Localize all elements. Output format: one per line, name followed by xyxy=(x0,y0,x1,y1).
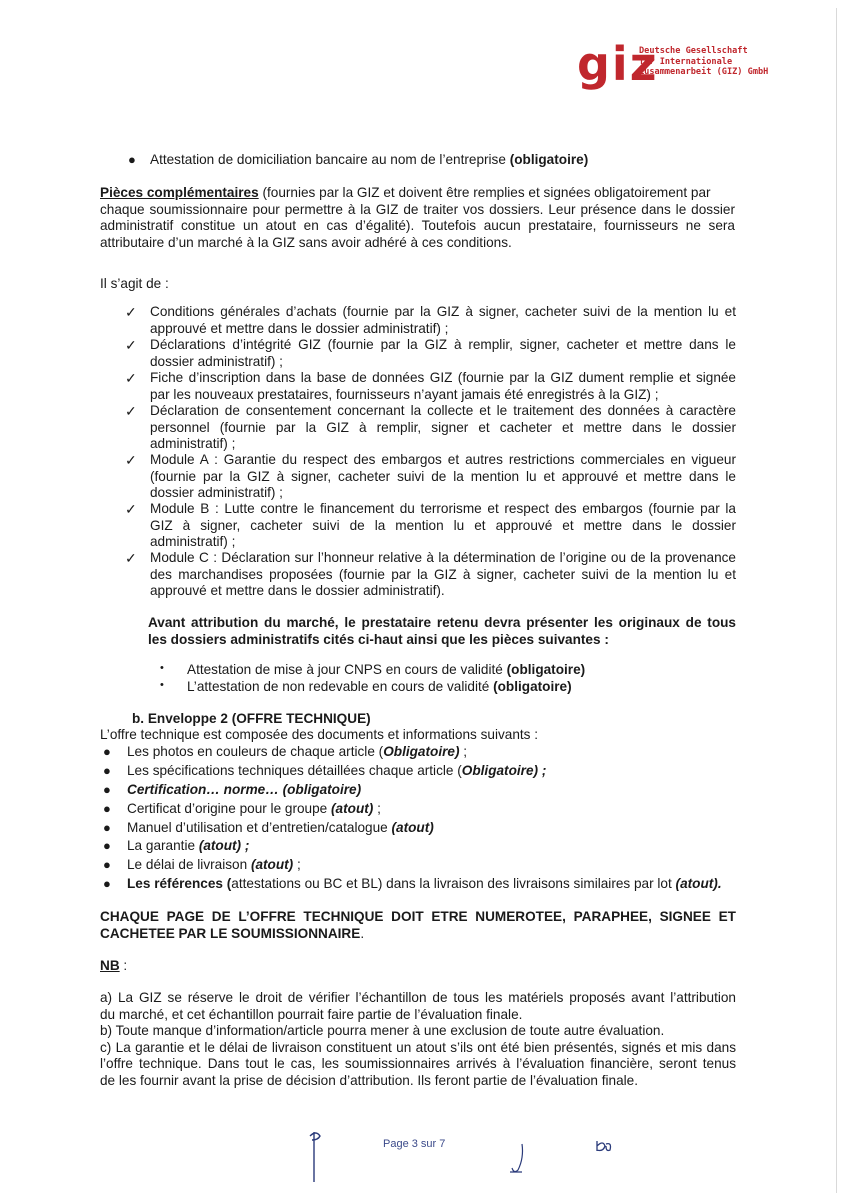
check-item-line: Fiche d’inscription dans la base de données GIZ (fournie par la GIZ dument remplie et signée xyxy=(150,370,736,385)
check-item-line: approuvé et mettre dans le dossier administratif) ; xyxy=(150,320,449,336)
checkmark-icon: ✓ xyxy=(125,452,137,468)
bullet-dot: ● xyxy=(103,876,111,891)
envelope-2-item xyxy=(127,744,467,761)
giz-logo-mark: giz xyxy=(577,37,659,91)
nb-c-line-3: de les fournir avant la prise de décision d’attribution. Ils feront partie de l’évaluation finale. xyxy=(100,1072,639,1088)
references-bold: Les références ( xyxy=(127,876,232,891)
giz-logo xyxy=(577,38,777,94)
check-item-line: personnel (fournie par la GIZ à remplir, signer et cacheter et mettre dans le dossier xyxy=(150,419,736,435)
domiciliation-text: Attestation de domiciliation bancaire au nom de l’entreprise xyxy=(150,152,510,167)
bullet-dot: ● xyxy=(103,838,111,853)
bullet-dot: ● xyxy=(103,857,111,872)
handwritten-initial-2 xyxy=(508,1142,528,1176)
nb-a-line-2: du marché, et cet échantillon pourrait faire partie de l’évaluation finale. xyxy=(100,1006,523,1022)
check-item-line: administratif) ; xyxy=(150,436,236,452)
envelope-2-item-pre: Le délai de livraison xyxy=(127,857,251,872)
chaque-page-paragraph xyxy=(100,909,736,942)
avant-item-2 xyxy=(187,679,572,696)
envelope-2-title: b. Enveloppe 2 (OFFRE TECHNIQUE) xyxy=(132,711,371,726)
envelope-2-item-tag: (atout) xyxy=(331,801,374,816)
check-item xyxy=(150,550,736,600)
avant-line-1: Avant attribution du marché, le prestataire retenu devra présenter les originaux de tous xyxy=(148,615,736,630)
avant-line-2: les dossiers administratifs cités ci-haut ainsi que les pièces suivantes : xyxy=(148,631,609,647)
bullet-dot: ● xyxy=(128,152,136,167)
envelope-2-item-pre: Les photos en couleurs de chaque article ( xyxy=(127,744,384,759)
chaque-line-2: CACHETEE PAR LE SOUMISSIONNAIRE xyxy=(100,925,361,941)
envelope-2-item xyxy=(127,838,249,855)
page-edge-line xyxy=(836,8,837,1193)
checkmark-icon: ✓ xyxy=(125,550,137,566)
envelope-2-intro: L’offre technique est composée des documents et informations suivants : xyxy=(100,727,539,742)
envelope-2-item xyxy=(127,763,546,780)
references-text: attestations ou BC et BL) dans la livraison des livraisons similaires par lot xyxy=(231,876,676,891)
check-item-line: (fournie par la GIZ à signer, cacheter suivi de la mention lu et approuvé et mettre dans le xyxy=(150,468,736,484)
envelope-2-item-pre: Les spécifications techniques détaillées chaque article ( xyxy=(127,763,462,778)
pieces-paragraph xyxy=(100,185,735,251)
bullet-dot: ● xyxy=(103,782,111,797)
pieces-line-1: (fournies par la GIZ et doivent être remplies et signées obligatoirement par xyxy=(258,185,711,200)
envelope-2-item-tag: (atout) xyxy=(250,857,294,872)
envelope-2-item-tag: (atout) xyxy=(391,820,434,835)
envelope-2-item xyxy=(127,820,434,837)
envelope-2-item-pre: La garantie xyxy=(127,838,199,853)
check-item-line: Déclaration de consentement concernant la collecte et le traitement des données à caractère xyxy=(150,403,736,418)
avant-item-1-text: Attestation de mise à jour CNPS en cours de validité xyxy=(187,662,507,677)
envelope-2-item xyxy=(127,782,361,799)
check-item-line: par les nouveaux prestataires, fournisseurs n’ayant jamais été enregistrés à la GIZ) ; xyxy=(150,386,659,402)
envelope-2-item-post: ; xyxy=(293,857,301,872)
check-item-line: Module C : Déclaration sur l’honneur relative à la détermination de l’origine ou de la provenance xyxy=(150,550,736,565)
nb-b-line: b) Toute manque d’information/article pourra mener à une exclusion de toute autre évaluation. xyxy=(100,1023,665,1039)
bullet-small: • xyxy=(160,679,164,691)
handwritten-initial-1 xyxy=(302,1128,326,1186)
checkmark-icon: ✓ xyxy=(125,337,137,353)
references-item xyxy=(127,876,722,893)
check-item xyxy=(150,370,736,403)
bullet-dot: ● xyxy=(103,820,111,835)
envelope-2-item-tag: Certification… norme… (obligatoire) xyxy=(127,782,362,797)
domiciliation-tag: (obligatoire) xyxy=(509,152,589,167)
check-item-line: dossier administratif) ; xyxy=(150,353,283,369)
nb-colon: : xyxy=(119,958,128,973)
logo-line-3: Zusammenarbeit (GIZ) GmbH xyxy=(639,67,769,77)
check-item-line: approuvé et mettre dans le dossier administratif). xyxy=(150,583,445,599)
check-item-line: Déclarations d’intégrité GIZ (fournie par la GIZ à remplir, signer, cacheter et mettre dans le xyxy=(150,337,736,352)
nb-c-line-2: l’offre technique. Dans tout le cas, les soumissionnaires arrivés à l’évaluation financière, seront tenus xyxy=(100,1056,736,1072)
chaque-line-1: CHAQUE PAGE DE L’OFFRE TECHNIQUE DOIT ETRE NUMEROTEE, PARAPHEE, SIGNEE ET xyxy=(100,909,736,924)
check-item xyxy=(150,501,736,551)
giz-logo-text xyxy=(639,46,768,78)
nb-title: NB xyxy=(100,958,120,973)
bullet-dot: ● xyxy=(103,763,111,778)
envelope-2-item-tag: Obligatoire) xyxy=(383,744,460,759)
envelope-2-item-post: ; xyxy=(459,744,468,759)
avant-item-2-text: L’attestation de non redevable en cours de validité xyxy=(187,679,494,694)
check-item xyxy=(150,304,736,337)
nb-a-line-1: a) La GIZ se réserve le droit de vérifier l’échantillon de tous les matériels proposés avant l’attribution xyxy=(100,990,736,1005)
bullet-dot: ● xyxy=(103,801,111,816)
check-item-line: Module A : Garantie du respect des embargos et autres restrictions commerciales en vigueur xyxy=(150,452,736,467)
avant-paragraph xyxy=(148,615,736,648)
envelope-2-item-tag: (atout) ; xyxy=(198,838,250,853)
list-intro: Il s’agit de : xyxy=(100,276,169,291)
check-item-line: GIZ à signer, cacheter suivi de la mention lu et approuvé et mettre dans le dossier xyxy=(150,517,736,533)
bullet-dot: ● xyxy=(103,744,111,759)
envelope-2-item xyxy=(127,801,381,818)
check-item-line: dossier administratif) ; xyxy=(150,485,283,501)
checkmark-icon: ✓ xyxy=(125,370,137,386)
check-item-line: Module B : Lutte contre le financement du terrorisme et respect des embargos (fournie par la xyxy=(150,501,736,516)
pieces-line-2: chaque soumissionnaire pour permettre à la GIZ de traiter vos dossiers. Leur présence dans le dossier xyxy=(100,201,735,217)
logo-line-2: für Internationale xyxy=(639,56,733,67)
domiciliation-item xyxy=(150,152,588,169)
avant-item-1 xyxy=(187,662,585,679)
handwritten-initial-3 xyxy=(594,1138,614,1154)
nb-heading xyxy=(100,958,127,975)
envelope-2-item-post: ; xyxy=(373,801,381,816)
check-item-line: des marchandises proposées (fournie par la GIZ à signer, cacheter suivi de la mention lu et xyxy=(150,566,736,582)
logo-line-1: Deutsche Gesellschaft xyxy=(639,46,748,56)
envelope-2-item xyxy=(127,857,301,874)
page-number: Page 3 sur 7 xyxy=(383,1138,446,1150)
checkmark-icon: ✓ xyxy=(125,501,137,517)
pieces-line-3: administratif constitue un atout en cas d’égalité). Toutefois aucun prestataire, fournisseurs ne sera xyxy=(100,218,735,234)
checkmark-icon: ✓ xyxy=(125,304,137,320)
references-tag: (atout). xyxy=(675,876,722,891)
pieces-line-4: attributaire d’un marché à la GIZ sans avoir adhéré à ces conditions. xyxy=(100,234,512,250)
check-item-line: administratif) ; xyxy=(150,534,236,550)
check-item-line: Conditions générales d’achats (fournie par la GIZ à signer, cacheter suivi de la mention lu et xyxy=(150,304,736,319)
envelope-2-item-pre: Certificat d’origine pour le groupe xyxy=(127,801,332,816)
envelope-2-item-pre: Manuel d’utilisation et d’entretien/catalogue xyxy=(127,820,392,835)
nb-paragraph xyxy=(100,990,736,1090)
checkmark-icon: ✓ xyxy=(125,403,137,419)
check-item xyxy=(150,403,736,453)
check-item xyxy=(150,337,736,370)
pieces-title: Pièces complémentaires xyxy=(100,185,259,200)
check-item xyxy=(150,452,736,502)
avant-item-2-tag: (obligatoire) xyxy=(493,679,572,694)
nb-c-line-1: c) La garantie et le délai de livraison constituent un atout s’ils ont été bien présentés, signés et mis dans xyxy=(100,1039,736,1055)
chaque-period: . xyxy=(360,925,365,941)
envelope-2-item-tag: Obligatoire) ; xyxy=(461,763,547,778)
avant-item-1-tag: (obligatoire) xyxy=(506,662,586,677)
bullet-small: • xyxy=(160,662,164,674)
